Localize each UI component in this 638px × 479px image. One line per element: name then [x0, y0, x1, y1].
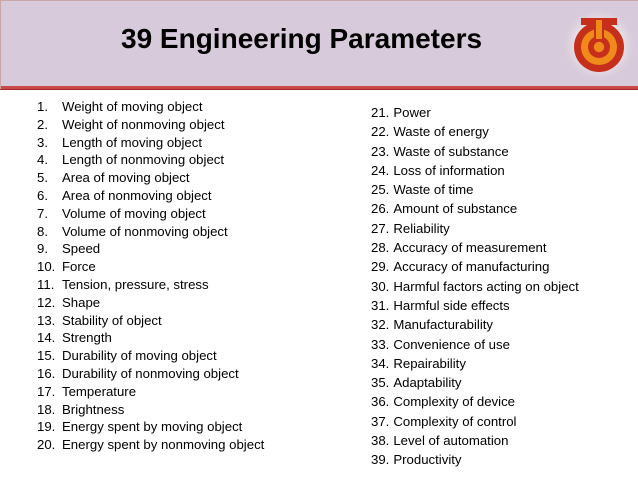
- parameter-number: 12.: [37, 294, 56, 310]
- parameter-label: Durability of nonmoving object: [62, 365, 239, 381]
- parameter-list-item: [37, 98, 329, 116]
- page-title: 39 Engineering Parameters: [121, 23, 483, 54]
- parameter-label: Waste of time: [393, 182, 474, 198]
- parameter-list-item: [37, 205, 329, 223]
- parameter-list-item: [37, 276, 329, 294]
- parameter-label: Temperature: [62, 383, 137, 399]
- parameter-label: Level of automation: [393, 433, 509, 449]
- parameter-label: Weight of moving object: [62, 99, 203, 114]
- parameter-number: 2.: [37, 116, 48, 132]
- parameter-label: Durability of moving object: [62, 348, 217, 364]
- parameter-number: 37.: [371, 413, 390, 429]
- parameter-label: Accuracy of measurement: [393, 240, 547, 256]
- parameter-number: 4.: [37, 152, 48, 168]
- parameter-list-item: [37, 312, 329, 330]
- parameter-list-item: [37, 151, 329, 169]
- parameter-list-item: [371, 392, 635, 411]
- parameter-number: 11.: [37, 276, 55, 292]
- parameter-number: 35.: [371, 375, 390, 391]
- slide-header: [0, 0, 638, 89]
- parameter-number: 32.: [371, 317, 390, 333]
- parameter-number: 15.: [37, 348, 56, 364]
- parameter-label: Accuracy of manufacturing: [393, 259, 550, 275]
- parameter-list-item: [371, 354, 635, 373]
- parameter-label: Complexity of control: [393, 413, 517, 429]
- parameter-label: Area of moving object: [62, 170, 190, 186]
- parameter-label: Amount of substance: [393, 201, 518, 217]
- parameter-label: Adaptability: [393, 375, 462, 391]
- parameter-list-item: [37, 401, 329, 419]
- parameter-label: Waste of substance: [393, 143, 509, 159]
- parameter-list-item: [371, 315, 635, 334]
- parameter-label: Complexity of device: [393, 394, 516, 410]
- parameter-number: 13.: [37, 312, 56, 328]
- parameter-list-item: [37, 187, 329, 205]
- parameter-label: Repairability: [393, 355, 466, 371]
- parameter-list-item: [37, 240, 329, 258]
- parameter-label: Length of moving object: [62, 134, 203, 150]
- parameter-number: 16.: [37, 365, 56, 381]
- parameter-label: Harmful side effects: [393, 297, 510, 313]
- parameter-list-item: [371, 431, 635, 450]
- parameter-number: 33.: [371, 336, 390, 352]
- parameter-list-item: [371, 238, 635, 257]
- parameter-number: 22.: [371, 124, 390, 140]
- tilt-symbol-icon: [562, 8, 636, 82]
- parameter-label: Weight of nonmoving object: [62, 116, 225, 132]
- parameter-number: 19.: [37, 419, 56, 435]
- parameter-number: 1.: [37, 99, 48, 114]
- parameter-list-item: [37, 169, 329, 187]
- parameter-list-item: [371, 412, 635, 431]
- parameter-number: 20.: [37, 437, 56, 453]
- parameter-list-item: [371, 122, 635, 141]
- parameter-number: 26.: [371, 201, 390, 217]
- parameter-list-item: [37, 418, 329, 436]
- parameter-number: 38.: [371, 433, 390, 449]
- parameter-label: Shape: [62, 294, 101, 310]
- parameter-list-item: [371, 103, 635, 122]
- parameter-label: Length of nonmoving object: [62, 152, 225, 168]
- parameter-number: 34.: [371, 355, 390, 371]
- parameter-label: Productivity: [393, 452, 462, 468]
- parameter-list-item: [371, 219, 635, 238]
- parameter-list-item: [371, 373, 635, 392]
- parameter-number: 30.: [371, 278, 390, 294]
- parameter-label: Force: [62, 259, 96, 275]
- parameter-number: 7.: [37, 205, 48, 221]
- parameter-number: 28.: [371, 240, 390, 256]
- parameter-number: 24.: [371, 162, 390, 178]
- parameter-label: Energy spent by moving object: [62, 419, 243, 435]
- parameter-label: Energy spent by nonmoving object: [62, 437, 265, 453]
- parameter-list-item: [37, 116, 329, 134]
- parameter-number: 25.: [371, 182, 390, 198]
- parameter-list-left: [37, 98, 329, 454]
- parameter-label: Area of nonmoving object: [62, 187, 212, 203]
- parameter-list-right: [371, 103, 635, 470]
- parameter-number: 14.: [37, 330, 56, 346]
- parameter-number: 5.: [37, 170, 48, 186]
- parameter-label: Manufacturability: [393, 317, 494, 333]
- parameter-list-item: [371, 277, 635, 296]
- parameter-label: Tension, pressure, stress: [62, 276, 209, 292]
- parameter-list-item: [37, 294, 329, 312]
- parameter-list-item: [371, 257, 635, 276]
- parameter-label: Brightness: [62, 401, 125, 417]
- parameter-list-item: [37, 329, 329, 347]
- parameter-list-item: [371, 450, 635, 469]
- parameter-number: 9.: [37, 241, 48, 257]
- parameter-number: 27.: [371, 220, 390, 236]
- parameter-number: 17.: [37, 383, 56, 399]
- parameter-label: Waste of energy: [393, 124, 489, 140]
- parameter-label: Strength: [62, 330, 112, 346]
- parameter-label: Reliability: [393, 220, 450, 236]
- parameter-number: 6.: [37, 187, 48, 203]
- parameter-list-item: [37, 347, 329, 365]
- parameter-list-item: [37, 365, 329, 383]
- parameter-list-item: [371, 296, 635, 315]
- parameter-number: 10.: [37, 259, 56, 275]
- parameter-label: Harmful factors acting on object: [393, 278, 579, 294]
- parameter-list-item: [371, 180, 635, 199]
- parameter-number: 8.: [37, 223, 48, 239]
- parameter-list-item: [37, 223, 329, 241]
- parameter-label: Power: [393, 105, 431, 120]
- parameter-label: Volume of moving object: [62, 205, 206, 221]
- parameter-label: Volume of nonmoving object: [62, 223, 228, 239]
- parameter-list-item: [37, 134, 329, 152]
- parameter-number: 31.: [371, 297, 390, 313]
- parameter-number: 18.: [37, 401, 56, 417]
- parameter-list-item: [37, 436, 329, 454]
- parameter-list-item: [371, 335, 635, 354]
- parameter-number: 3.: [37, 134, 48, 150]
- parameter-label: Stability of object: [62, 312, 162, 328]
- parameter-label: Convenience of use: [393, 336, 510, 352]
- parameter-list-item: [371, 199, 635, 218]
- parameter-label: Loss of information: [393, 162, 505, 178]
- parameter-number: 36.: [371, 394, 390, 410]
- parameter-number: 39.: [371, 452, 390, 468]
- parameter-number: 29.: [371, 259, 390, 275]
- parameter-label: Speed: [62, 241, 101, 257]
- parameter-number: 21.: [371, 105, 390, 120]
- parameter-list-item: [371, 142, 635, 161]
- parameter-list-item: [37, 258, 329, 276]
- parameter-list-item: [37, 383, 329, 401]
- parameter-number: 23.: [371, 143, 390, 159]
- parameter-list-item: [371, 161, 635, 180]
